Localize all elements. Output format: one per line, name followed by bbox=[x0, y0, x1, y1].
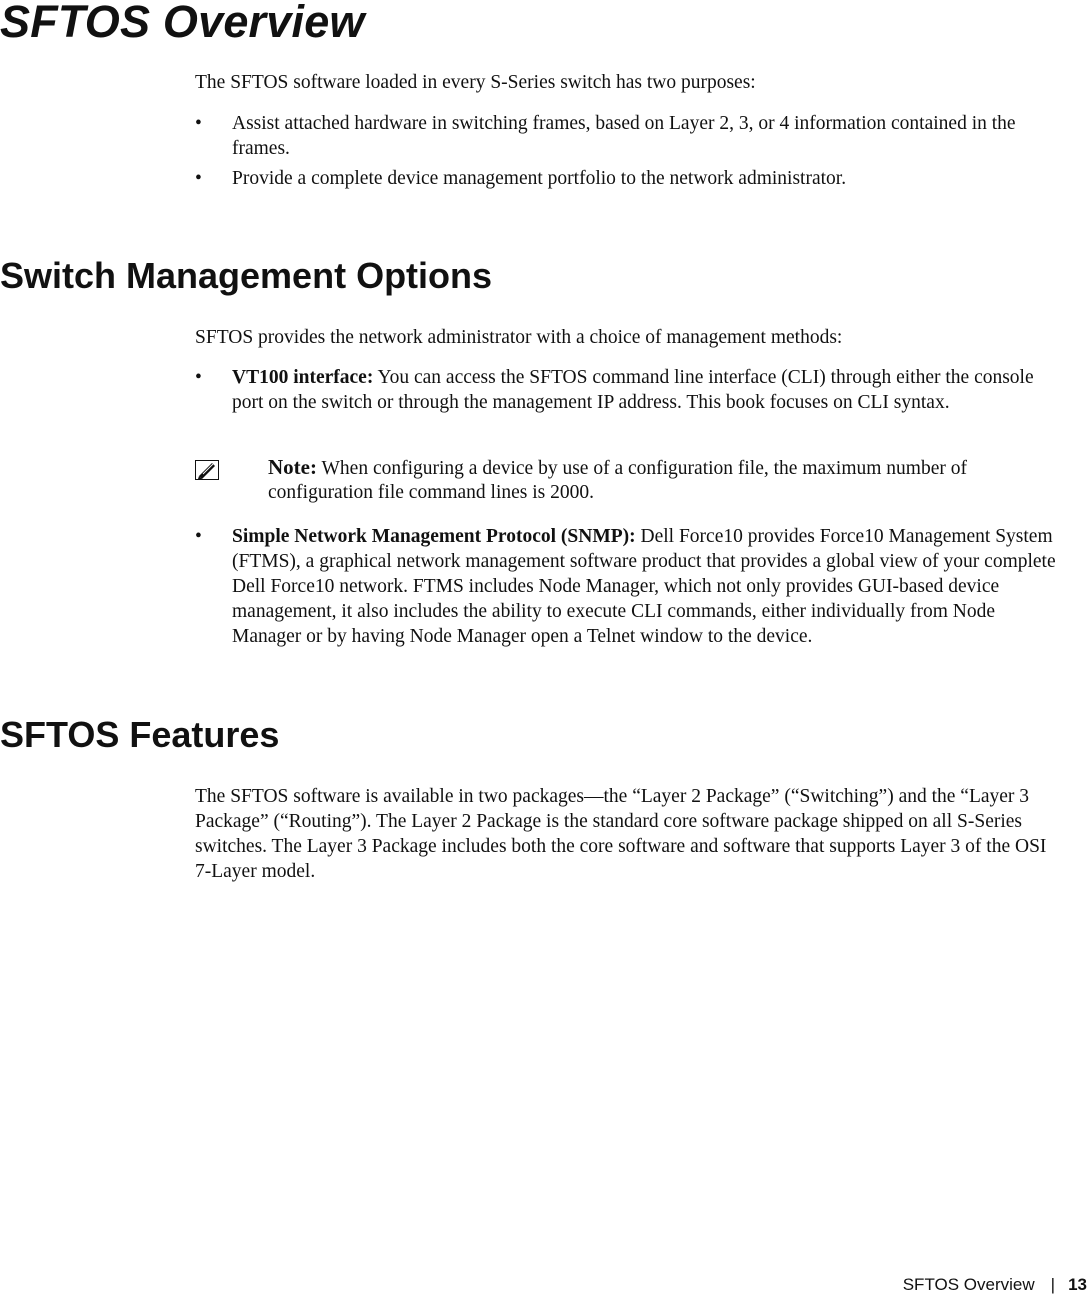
page-footer bbox=[903, 1275, 1088, 1295]
note-label: Note: bbox=[268, 455, 317, 479]
page-number: 13 bbox=[1068, 1275, 1087, 1294]
vt100-label: VT100 interface: bbox=[232, 367, 374, 388]
snmp-bullet bbox=[232, 524, 1060, 649]
bullet-icon: • bbox=[195, 367, 202, 388]
management-intro: SFTOS provides the network administrator with a choice of management methods: bbox=[195, 327, 843, 348]
note-callout bbox=[195, 455, 1060, 505]
list-item bbox=[195, 111, 1060, 161]
bullet-icon: • bbox=[195, 526, 202, 547]
footer-separator: | bbox=[1050, 1275, 1056, 1294]
section-heading-features: SFTOS Features bbox=[0, 714, 280, 755]
note-text: When configuring a device by use of a configuration file, the maximum number of configuration file command lines is 2000. bbox=[268, 458, 967, 503]
footer-section-name: SFTOS Overview bbox=[902, 1275, 1035, 1294]
note-body bbox=[268, 455, 1060, 505]
bullet-icon: • bbox=[195, 113, 202, 134]
vt100-text: You can access the SFTOS command line interface (CLI) through either the console port on the switch or through the management IP address. This book focuses on CLI syntax. bbox=[232, 367, 1034, 413]
pencil-note-icon bbox=[195, 460, 219, 480]
list-item bbox=[195, 166, 1060, 191]
overview-intro: The SFTOS software loaded in every S-Series switch has two purposes: bbox=[195, 72, 756, 93]
snmp-label: Simple Network Management Protocol (SNMP): bbox=[232, 526, 636, 547]
page-title: SFTOS Overview bbox=[0, 0, 365, 47]
bullet-icon: • bbox=[195, 168, 202, 189]
list-item bbox=[195, 524, 1060, 649]
section-heading-management: Switch Management Options bbox=[0, 255, 493, 296]
vt100-bullet bbox=[232, 365, 1060, 415]
list-item bbox=[195, 365, 1060, 415]
overview-bullet-2: Provide a complete device management portfolio to the network administrator. bbox=[232, 168, 847, 189]
overview-bullet-1: Assist attached hardware in switching frames, based on Layer 2, 3, or 4 information contained in the frames. bbox=[232, 113, 1016, 159]
snmp-text: Dell Force10 provides Force10 Management System (FTMS), a graphical network management software product that provides a global view of your complete Dell Force10 network. FTMS includes Node Manager, which not only provides GUI-based device management, it also includes the ability to execute CLI commands, either individually from Node Manager or by having Node Manager open a Telnet window to the device. bbox=[232, 526, 1056, 647]
features-body: The SFTOS software is available in two packages—the “Layer 2 Package” (“Switching”) and the “Layer 3 Package” (“Routing”). The Layer 2 Package is the standard core software package shipped on all S-Series switches. The Layer 3 Package includes both the core software and software that supports Layer 3 of the OSI 7-Layer model. bbox=[195, 786, 1047, 882]
